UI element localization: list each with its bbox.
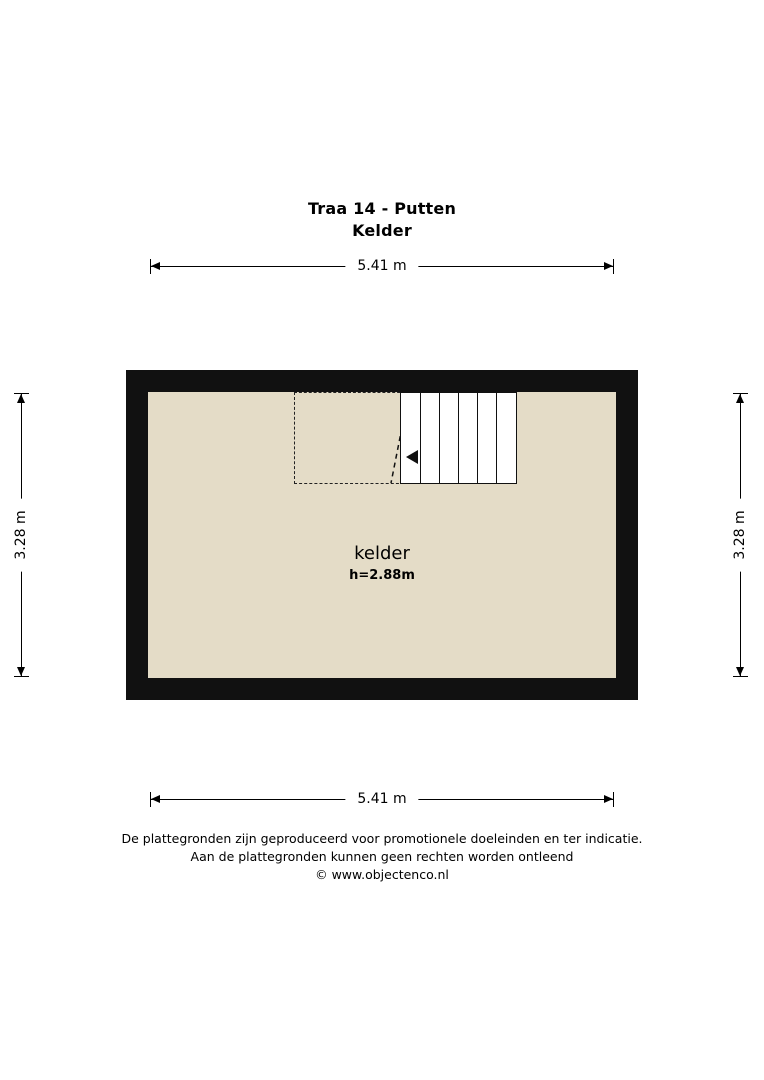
dimension-bottom-width-label: 5.41 m [345,786,418,812]
arrow-up-icon [736,394,744,403]
stair-tread [477,393,478,483]
dimension-right-height [727,393,753,677]
plan-address: Traa 14 - Putten [307,199,457,218]
arrow-down-icon [17,667,25,676]
arrow-down-icon [736,667,744,676]
dimension-top-width-label: 5.41 m [345,253,418,279]
dimension-cap-bottom [733,676,748,677]
dimension-cap-right [613,259,614,274]
footer-disclaimer [0,830,764,884]
dimension-right-height-label: 3.28 m [727,498,753,571]
stairwell-void-top-edge [294,392,405,393]
dimension-cap-right [613,792,614,807]
staircase [400,392,517,484]
arrow-left-icon [151,795,160,803]
arrow-right-icon [604,262,613,270]
room-name-label: kelder [354,543,410,564]
arrow-up-icon [17,394,25,403]
stairwell-void-outline [294,392,404,484]
floor-plan [126,370,638,700]
dimension-top-width [150,253,614,279]
stair-direction-arrow-icon [406,450,418,464]
stair-tread [496,393,497,483]
footer-line-2: Aan de plattegronden kunnen geen rechten worden ontleend [190,849,574,864]
dimension-cap-bottom [14,676,29,677]
arrow-right-icon [604,795,613,803]
room-kelder [148,392,616,678]
dimension-bottom-width [150,786,614,812]
stair-tread [439,393,440,483]
stair-tread [458,393,459,483]
page-title [0,198,764,242]
stair-tread [420,393,421,483]
arrow-left-icon [151,262,160,270]
dimension-left-height [8,393,34,677]
room-height-label: h=2.88m [349,568,415,583]
footer-copyright: © www.objectenco.nl [315,867,449,882]
plan-floor-name: Kelder [352,221,412,240]
room-label-group [148,542,616,586]
footer-line-1: De plattegronden zijn geproduceerd voor promotionele doeleinden en ter indicatie. [121,831,643,846]
dimension-left-height-label: 3.28 m [8,498,34,571]
